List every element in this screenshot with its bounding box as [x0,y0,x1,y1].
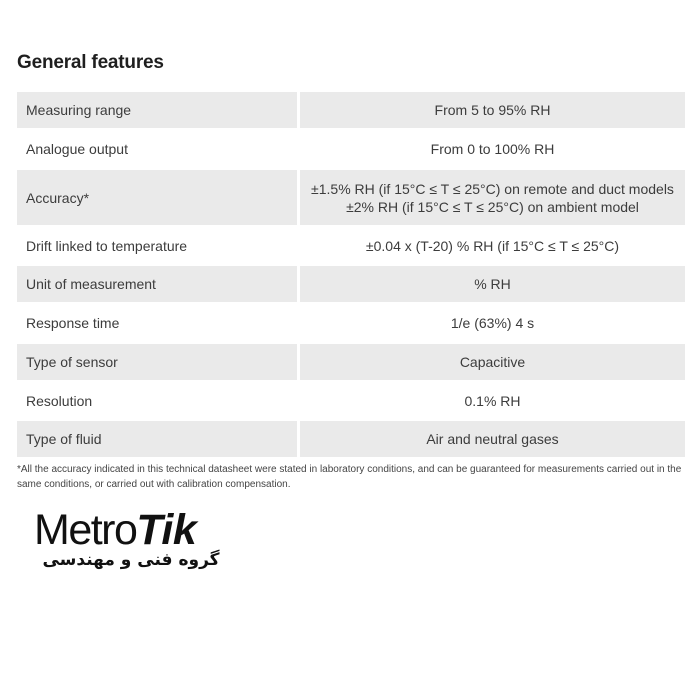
row-label: Measuring range [17,92,300,128]
table-row [17,266,685,302]
row-label: Analogue output [17,131,300,167]
row-label: Type of fluid [17,421,300,457]
row-value: From 0 to 100% RH [430,141,555,157]
accuracy-footnote: *All the accuracy indicated in this technical datasheet were stated in laboratory conditions, and can be guaranteed for measurements carried out in the same conditions, or carried out with calibration compensation. [17,464,682,490]
row-value: ±0.04 x (T-20) % RH (if 15°C ≤ T ≤ 25°C) [365,237,620,254]
section-title: General features [17,52,164,73]
row-label: Type of sensor [17,344,300,380]
row-value: Air and neutral gases [300,421,685,457]
row-label: Resolution [17,383,300,418]
table-row [17,383,685,418]
row-value: From 5 to 95% RH [300,92,685,128]
row-label: Drift linked to temperature [17,228,300,263]
row-value: ±1.5% RH (if 15°C ≤ T ≤ 25°C) on remote and duct models ±2% RH (if 15°C ≤ T ≤ 25°C) on ambient model [300,170,685,225]
table-row [17,421,685,457]
metrotik-logo [34,508,234,578]
table-row [17,228,685,263]
row-label: Response time [17,305,300,341]
features-table [17,89,685,460]
logo-wordmark [34,508,196,552]
row-label: Unit of measurement [17,266,300,302]
table-row [17,131,685,167]
row-value: % RH [300,266,685,302]
logo-subtitle: گروه فنی و مهندسی [42,550,220,570]
row-value: Capacitive [300,344,685,380]
table-row [17,170,685,225]
row-value: 0.1% RH [464,392,521,409]
row-value: 1/e (63%) 4 s [450,315,535,331]
row-label: Accuracy* [17,170,300,225]
table-row [17,344,685,380]
table-row [17,305,685,341]
logo-part-tik: Tik [136,506,197,554]
logo-part-metro: Metro [34,506,137,554]
table-row [17,92,685,128]
